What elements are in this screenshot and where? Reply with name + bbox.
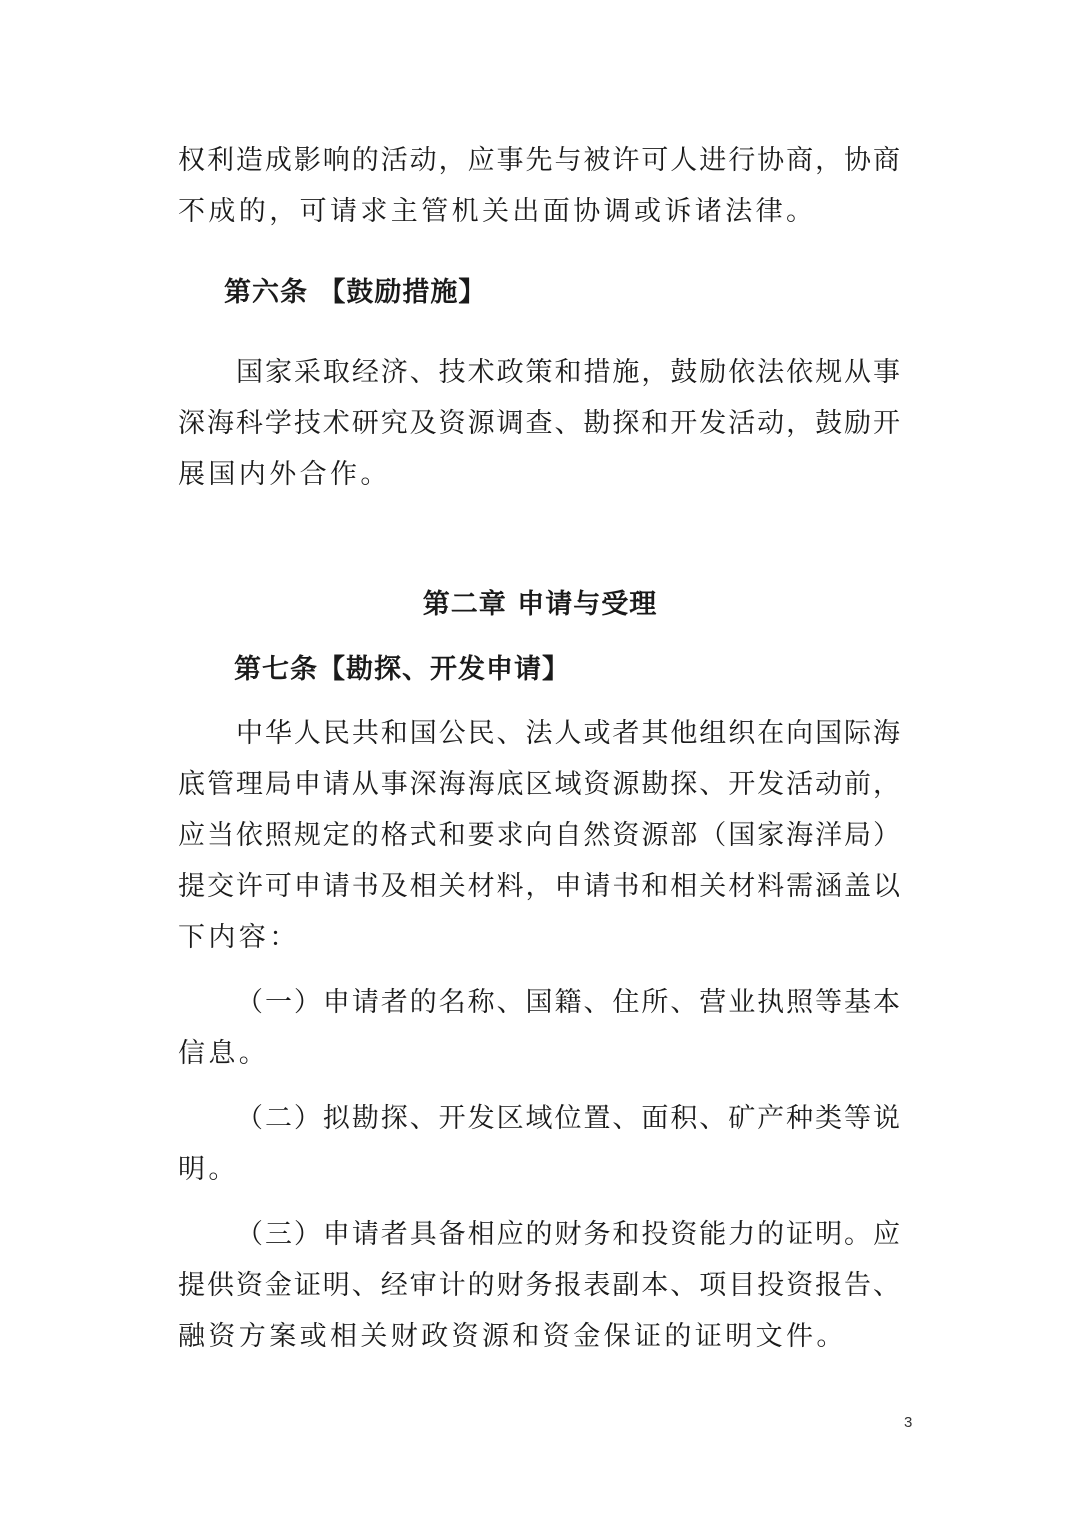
article-7-heading: 第七条【勘探、开发申请】 xyxy=(234,654,570,685)
paragraph-line: 底管理局申请从事深海海底区域资源勘探、开发活动前， xyxy=(178,769,900,800)
chapter-2-heading: 第二章 申请与受理 xyxy=(422,589,658,620)
paragraph-line: 不成的，可请求主管机关出面协调或诉诸法律。 xyxy=(178,196,817,227)
list-item-line: 信息。 xyxy=(178,1038,270,1069)
paragraph-line: 下内容： xyxy=(178,922,300,953)
paragraph-line: 深海科学技术研究及资源调查、勘探和开发活动，鼓励开 xyxy=(178,408,900,439)
list-item-line: 明。 xyxy=(178,1154,239,1185)
paragraph-line: 展国内外合作。 xyxy=(178,459,391,490)
list-item-line: （二）拟勘探、开发区域位置、面积、矿产种类等说 xyxy=(236,1103,900,1134)
paragraph-line: 应当依照规定的格式和要求向自然资源部（国家海洋局） xyxy=(178,820,900,851)
paragraph-line: 提交许可申请书及相关材料，申请书和相关材料需涵盖以 xyxy=(178,871,900,902)
list-item-line: （三）申请者具备相应的财务和投资能力的证明。应 xyxy=(236,1219,900,1250)
list-item-line: （一）申请者的名称、国籍、住所、营业执照等基本 xyxy=(236,987,900,1018)
list-item-line: 融资方案或相关财政资源和资金保证的证明文件。 xyxy=(178,1321,847,1352)
article-6-heading: 第六条 【鼓励措施】 xyxy=(224,277,487,308)
paragraph-line: 权利造成影响的活动，应事先与被许可人进行协商，协商 xyxy=(178,145,900,176)
page-number: 3 xyxy=(904,1414,913,1431)
list-item-line: 提供资金证明、经审计的财务报表副本、项目投资报告、 xyxy=(178,1270,900,1301)
paragraph-line: 国家采取经济、技术政策和措施，鼓励依法依规从事 xyxy=(236,357,900,388)
paragraph-line: 中华人民共和国公民、法人或者其他组织在向国际海 xyxy=(236,718,900,749)
